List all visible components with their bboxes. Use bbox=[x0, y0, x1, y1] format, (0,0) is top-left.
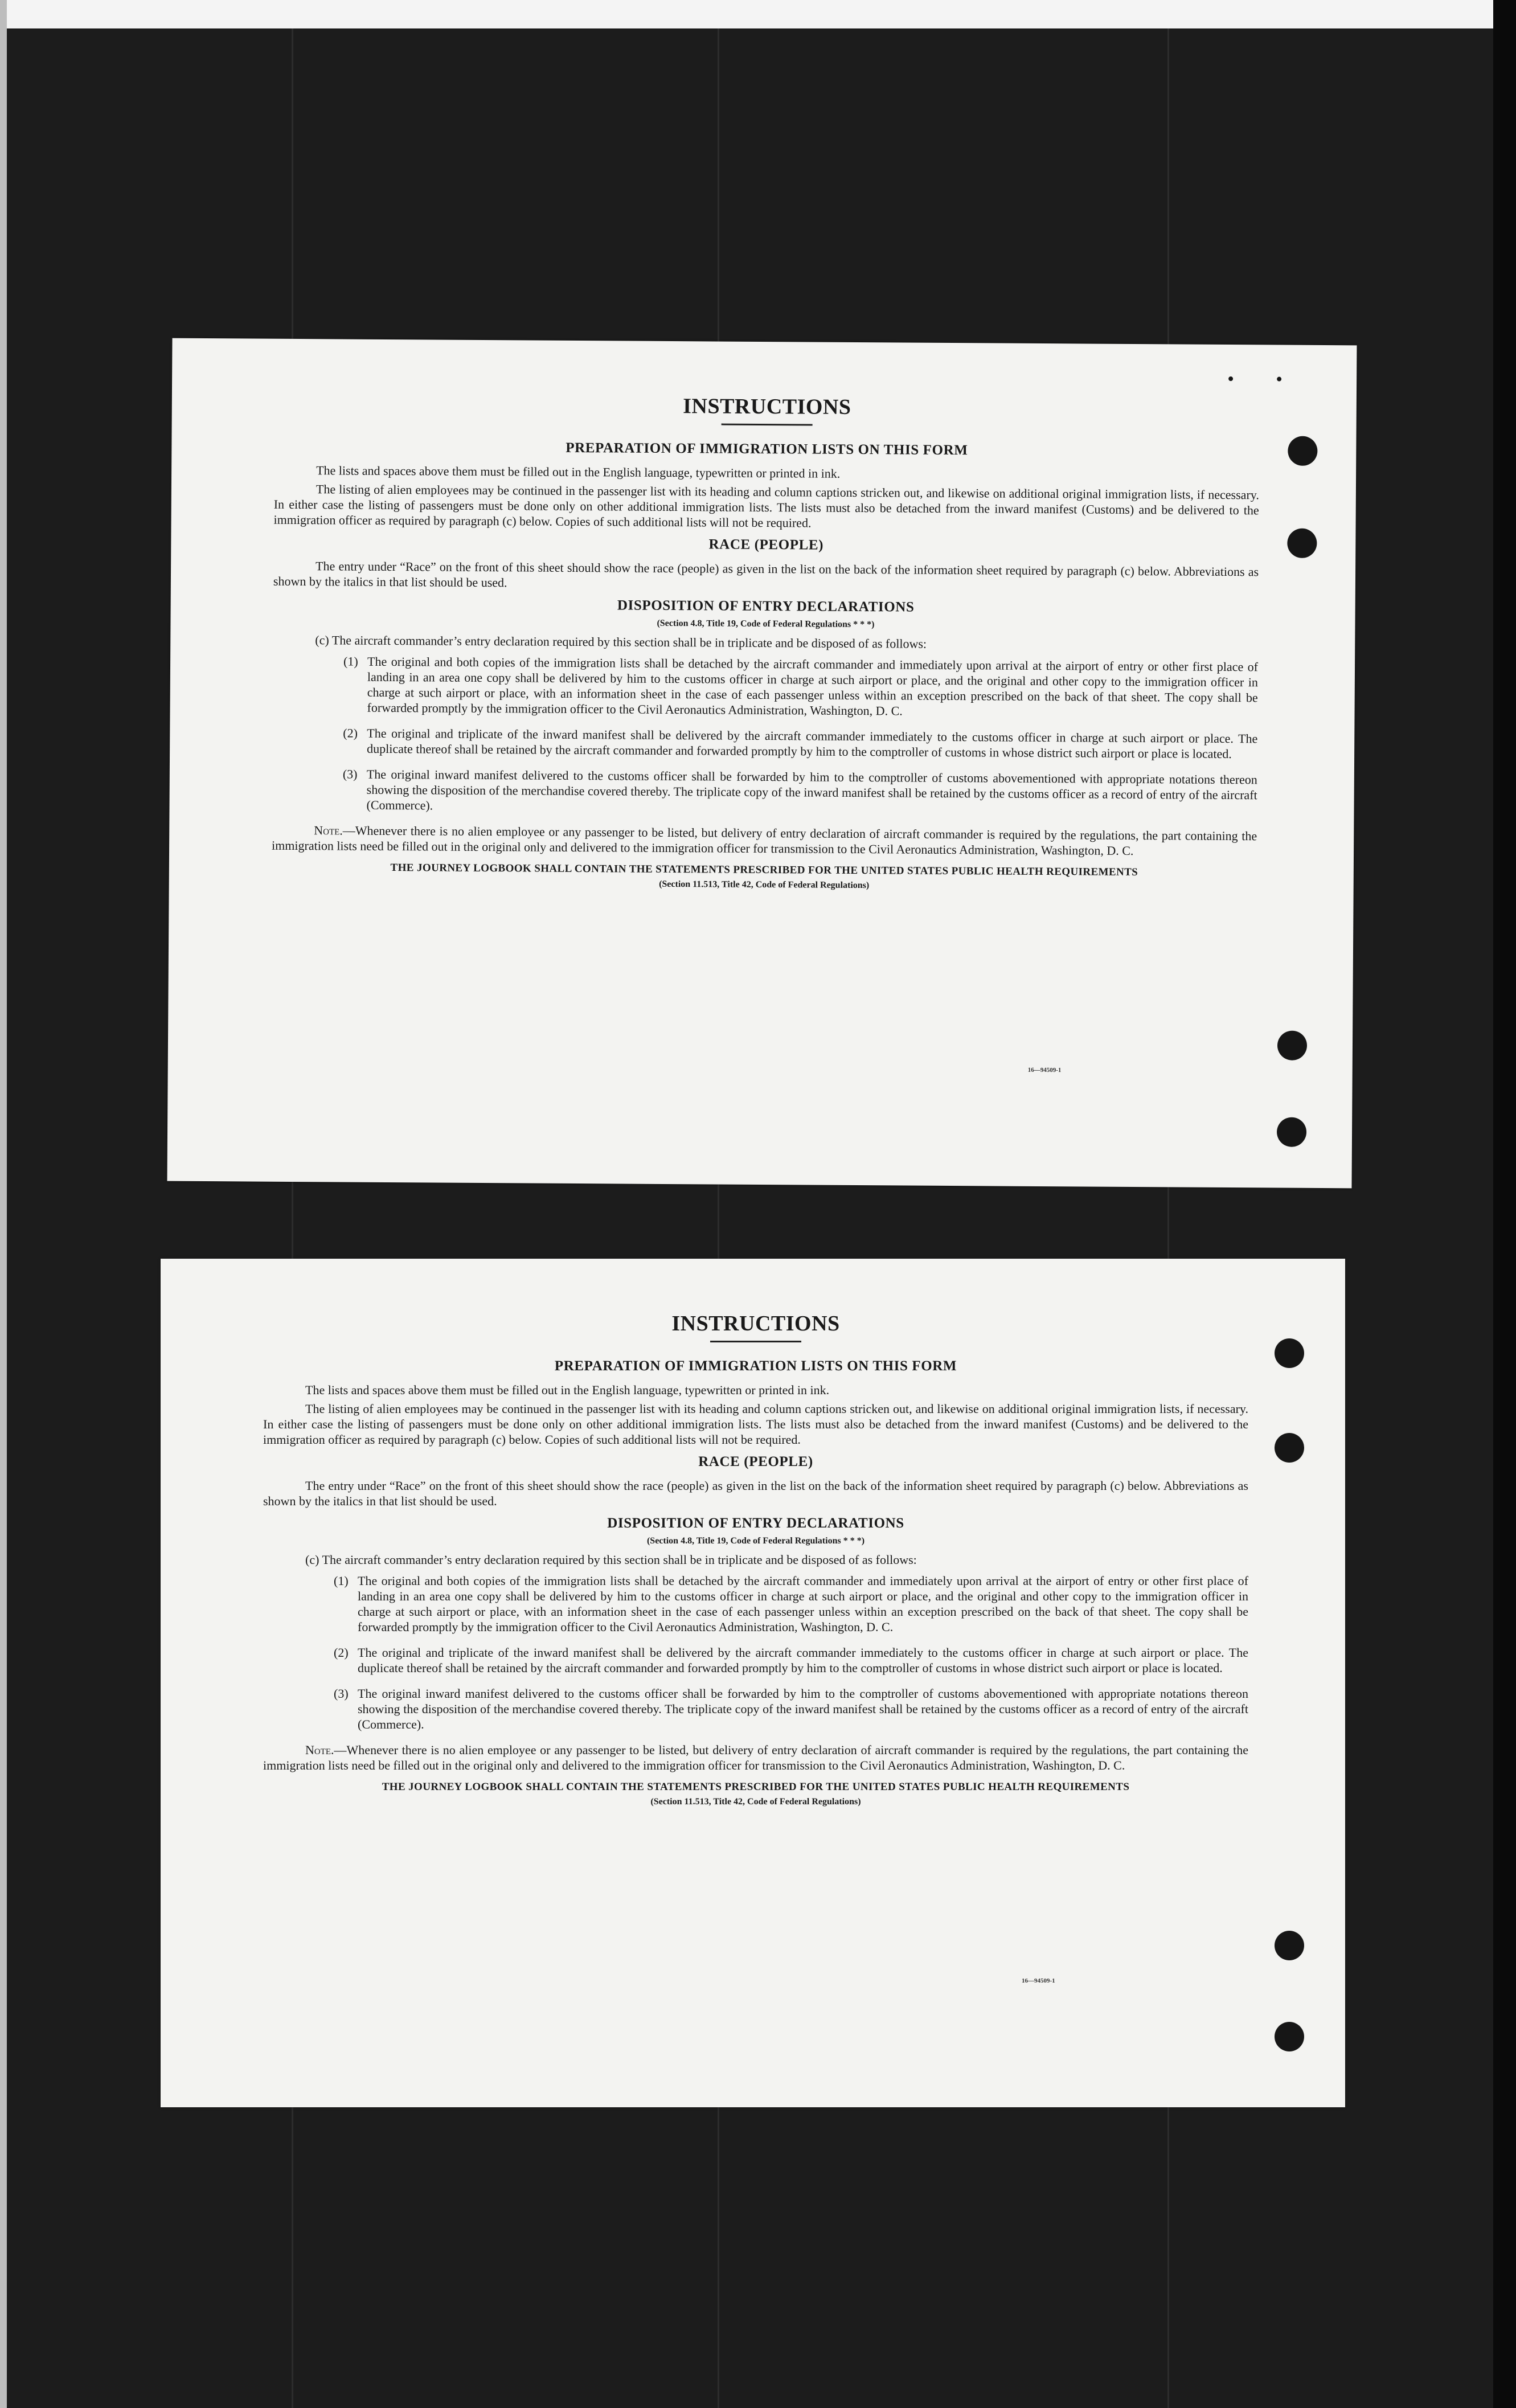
item-text: The original and triplicate of the inward manifest shall be delivered by the aircraft commander immediately to the customs officer in charge at such airport or place. The duplicate thereof shall be retained by the aircraft commander and forwarded promptly by him to the comptroller of customs in whose district such airport or place is located. bbox=[367, 726, 1258, 761]
title-underline bbox=[722, 424, 813, 426]
punch-hole bbox=[1277, 1031, 1307, 1060]
preparation-heading: PREPARATION OF IMMIGRATION LISTS ON THIS FORM bbox=[566, 440, 968, 458]
item-number: (1) bbox=[343, 654, 358, 669]
paragraph-text: The aircraft commander’s entry declaration required by this section shall be in triplicate and be disposed of as follows: bbox=[331, 633, 927, 651]
disposition-item-1 bbox=[263, 1573, 1248, 1635]
preparation-paragraph-1: The lists and spaces above them must be filled out in the English language, typewritten or printed in ink. bbox=[316, 463, 841, 481]
form-number: 16—94509-1 bbox=[1027, 1066, 1062, 1074]
preparation-paragraph-2: The listing of alien employees may be continued in the passenger list with its heading and column captions stricken out, and likewise on additional original immigration lists, if necessary. In either case the listing of passengers must be done only on other additional immigration lists. The lists must also be detached from the inward manifest (Customs) and be delivered to the immigration officer as required by paragraph (c) below. Copies of such additional lists will not be required. bbox=[273, 482, 1259, 530]
race-heading: RACE (PEOPLE) bbox=[708, 537, 824, 553]
disposition-paragraph-c bbox=[273, 632, 1258, 654]
title-underline bbox=[710, 1341, 801, 1342]
paragraph-label: (c) bbox=[315, 633, 329, 648]
logbook-citation: (Section 11.513, Title 42, Code of Federal Regulations) bbox=[659, 879, 870, 891]
sheet-title: INSTRUCTIONS bbox=[683, 394, 851, 419]
preparation-paragraph-1: The lists and spaces above them must be filled out in the English language, typewritten or printed in ink. bbox=[305, 1383, 830, 1397]
item-number: (2) bbox=[343, 726, 358, 740]
instruction-sheet-1 bbox=[167, 338, 1357, 1189]
film-frame-left-edge bbox=[0, 0, 7, 2408]
logbook-citation: (Section 11.513, Title 42, Code of Federal Regulations) bbox=[650, 1797, 861, 1807]
paragraph-label: (c) bbox=[305, 1553, 319, 1567]
item-text: The original inward manifest delivered to the customs officer shall be forwarded by him to the comptroller of customs abovementioned with appropriate notations thereon showing the disposition of the merchandise covered thereby. The triplicate copy of the inward manifest shall be retained by the customs officer as a record of entry of the aircraft (Commerce). bbox=[358, 1686, 1248, 1731]
film-frame-top-edge bbox=[0, 0, 1516, 28]
disposition-item-1 bbox=[273, 653, 1259, 721]
disposition-heading: DISPOSITION OF ENTRY DECLARATIONS bbox=[607, 1516, 904, 1531]
punch-hole bbox=[1275, 1931, 1304, 1960]
disposition-item-2 bbox=[272, 725, 1257, 762]
preparation-paragraph-2: The listing of alien employees may be continued in the passenger list with its heading and column captions stricken out, and likewise on additional original immigration lists, if necessary. In either case the listing of passengers must be done only on other additional immigration lists. The lists must also be detached from the inward manifest (Customs) and be delivered to the immigration officer as required by paragraph (c) below. Copies of such additional lists will not be required. bbox=[263, 1402, 1248, 1447]
item-text: The original and both copies of the immigration lists shall be detached by the aircraft commander and immediately upon arrival at the airport of entry or other first place of landing in an area one copy shall be delivered by him to the customs officer in charge at such airport or place, and the original and other copy to the immigration officer in charge at such airport or place, with an information sheet in the case of each passenger unless within an exception prescribed on the back of that sheet. The copy shall be forwarded promptly by the immigration officer to the Civil Aeronautics Administration, Washington, D. C. bbox=[367, 654, 1259, 718]
item-number: (3) bbox=[342, 767, 358, 781]
punch-hole bbox=[1275, 1433, 1304, 1463]
punch-hole bbox=[1275, 2022, 1304, 2051]
speck-mark bbox=[1228, 376, 1233, 381]
item-text: The original inward manifest delivered to the customs officer shall be forwarded by him to the comptroller of customs abovementioned with appropriate notations thereon showing the disposition of the merchandise covered thereby. The triplicate copy of the inward manifest shall be retained by the customs officer as a record of entry of the aircraft (Commerce). bbox=[366, 767, 1257, 813]
punch-hole bbox=[1288, 436, 1317, 466]
speck-mark bbox=[1277, 377, 1281, 382]
note-label: Note. bbox=[305, 1743, 334, 1757]
disposition-citation: (Section 4.8, Title 19, Code of Federal Regulations * * *) bbox=[657, 618, 875, 630]
punch-hole bbox=[1287, 529, 1317, 558]
item-text: The original and both copies of the immigration lists shall be detached by the aircraft commander and immediately upon arrival at the airport of entry or other first place of landing in an area one copy shall be delivered by him to the customs officer in charge at such airport or place, and the original and other copy to the immigration officer in charge at such airport or place, with an information sheet in the case of each passenger unless within an exception prescribed on the back of that sheet. The copy shall be forwarded promptly by the immigration officer to the Civil Aeronautics Administration, Washington, D. C. bbox=[358, 1574, 1248, 1634]
disposition-citation: (Section 4.8, Title 19, Code of Federal Regulations * * *) bbox=[646, 1536, 865, 1546]
race-paragraph: The entry under “Race” on the front of this sheet should show the race (people) as given in the list on the back of the information sheet required by paragraph (c) below. Abbreviations as shown by the italics in that list should be used. bbox=[273, 559, 1259, 590]
note-paragraph bbox=[272, 822, 1257, 859]
sheet-content bbox=[272, 391, 1260, 894]
race-heading: RACE (PEOPLE) bbox=[698, 1454, 813, 1469]
form-number: 16—94509-1 bbox=[1022, 1977, 1055, 1984]
sheet-title: INSTRUCTIONS bbox=[671, 1312, 840, 1336]
disposition-item-3 bbox=[263, 1686, 1248, 1732]
disposition-paragraph-c bbox=[263, 1552, 1248, 1567]
punch-hole bbox=[1275, 1338, 1304, 1368]
punch-hole bbox=[1277, 1117, 1306, 1147]
sheet-content bbox=[263, 1311, 1248, 1807]
disposition-item-3 bbox=[272, 766, 1257, 818]
preparation-heading: PREPARATION OF IMMIGRATION LISTS ON THIS FORM bbox=[554, 1358, 957, 1374]
instruction-sheet-2 bbox=[161, 1259, 1345, 2107]
disposition-item-2 bbox=[263, 1645, 1248, 1676]
film-frame-right-edge bbox=[1493, 0, 1516, 2408]
item-number: (3) bbox=[334, 1686, 349, 1701]
note-text: —Whenever there is no alien employee or any passenger to be listed, but delivery of entry declaration of aircraft commander is required by the regulations, the part containing the immigration lists need be filled out in the original only and delivered to the immigration officer for transmission to the Civil Aeronautics Administration, Washington, D. C. bbox=[272, 823, 1257, 858]
paragraph-text: The aircraft commander’s entry declaration required by this section shall be in triplicate and be disposed of as follows: bbox=[322, 1553, 917, 1567]
note-label: Note. bbox=[314, 823, 343, 838]
race-paragraph: The entry under “Race” on the front of this sheet should show the race (people) as given in the list on the back of the information sheet required by paragraph (c) below. Abbreviations as shown by the italics in that list should be used. bbox=[263, 1479, 1248, 1508]
note-text: —Whenever there is no alien employee or any passenger to be listed, but delivery of entry declaration of aircraft commander is required by the regulations, the part containing the immigration lists need be filled out in the original only and delivered to the immigration officer for transmission to the Civil Aeronautics Administration, Washington, D. C. bbox=[263, 1743, 1248, 1772]
logbook-requirement: THE JOURNEY LOGBOOK SHALL CONTAIN THE STATEMENTS PRESCRIBED FOR THE UNITED STATES PUBLIC HEALTH REQUIREMENTS bbox=[382, 1781, 1130, 1793]
note-paragraph bbox=[263, 1742, 1248, 1773]
item-number: (2) bbox=[334, 1645, 349, 1660]
logbook-requirement: THE JOURNEY LOGBOOK SHALL CONTAIN THE STATEMENTS PRESCRIBED FOR THE UNITED STATES PUBLIC HEALTH REQUIREMENTS bbox=[390, 862, 1138, 879]
item-number: (1) bbox=[334, 1574, 349, 1588]
disposition-heading: DISPOSITION OF ENTRY DECLARATIONS bbox=[617, 597, 915, 615]
item-text: The original and triplicate of the inward manifest shall be delivered by the aircraft commander immediately to the customs officer in charge at such airport or place. The duplicate thereof shall be retained by the aircraft commander and forwarded promptly by him to the comptroller of customs in whose district such airport or place is located. bbox=[358, 1645, 1248, 1675]
